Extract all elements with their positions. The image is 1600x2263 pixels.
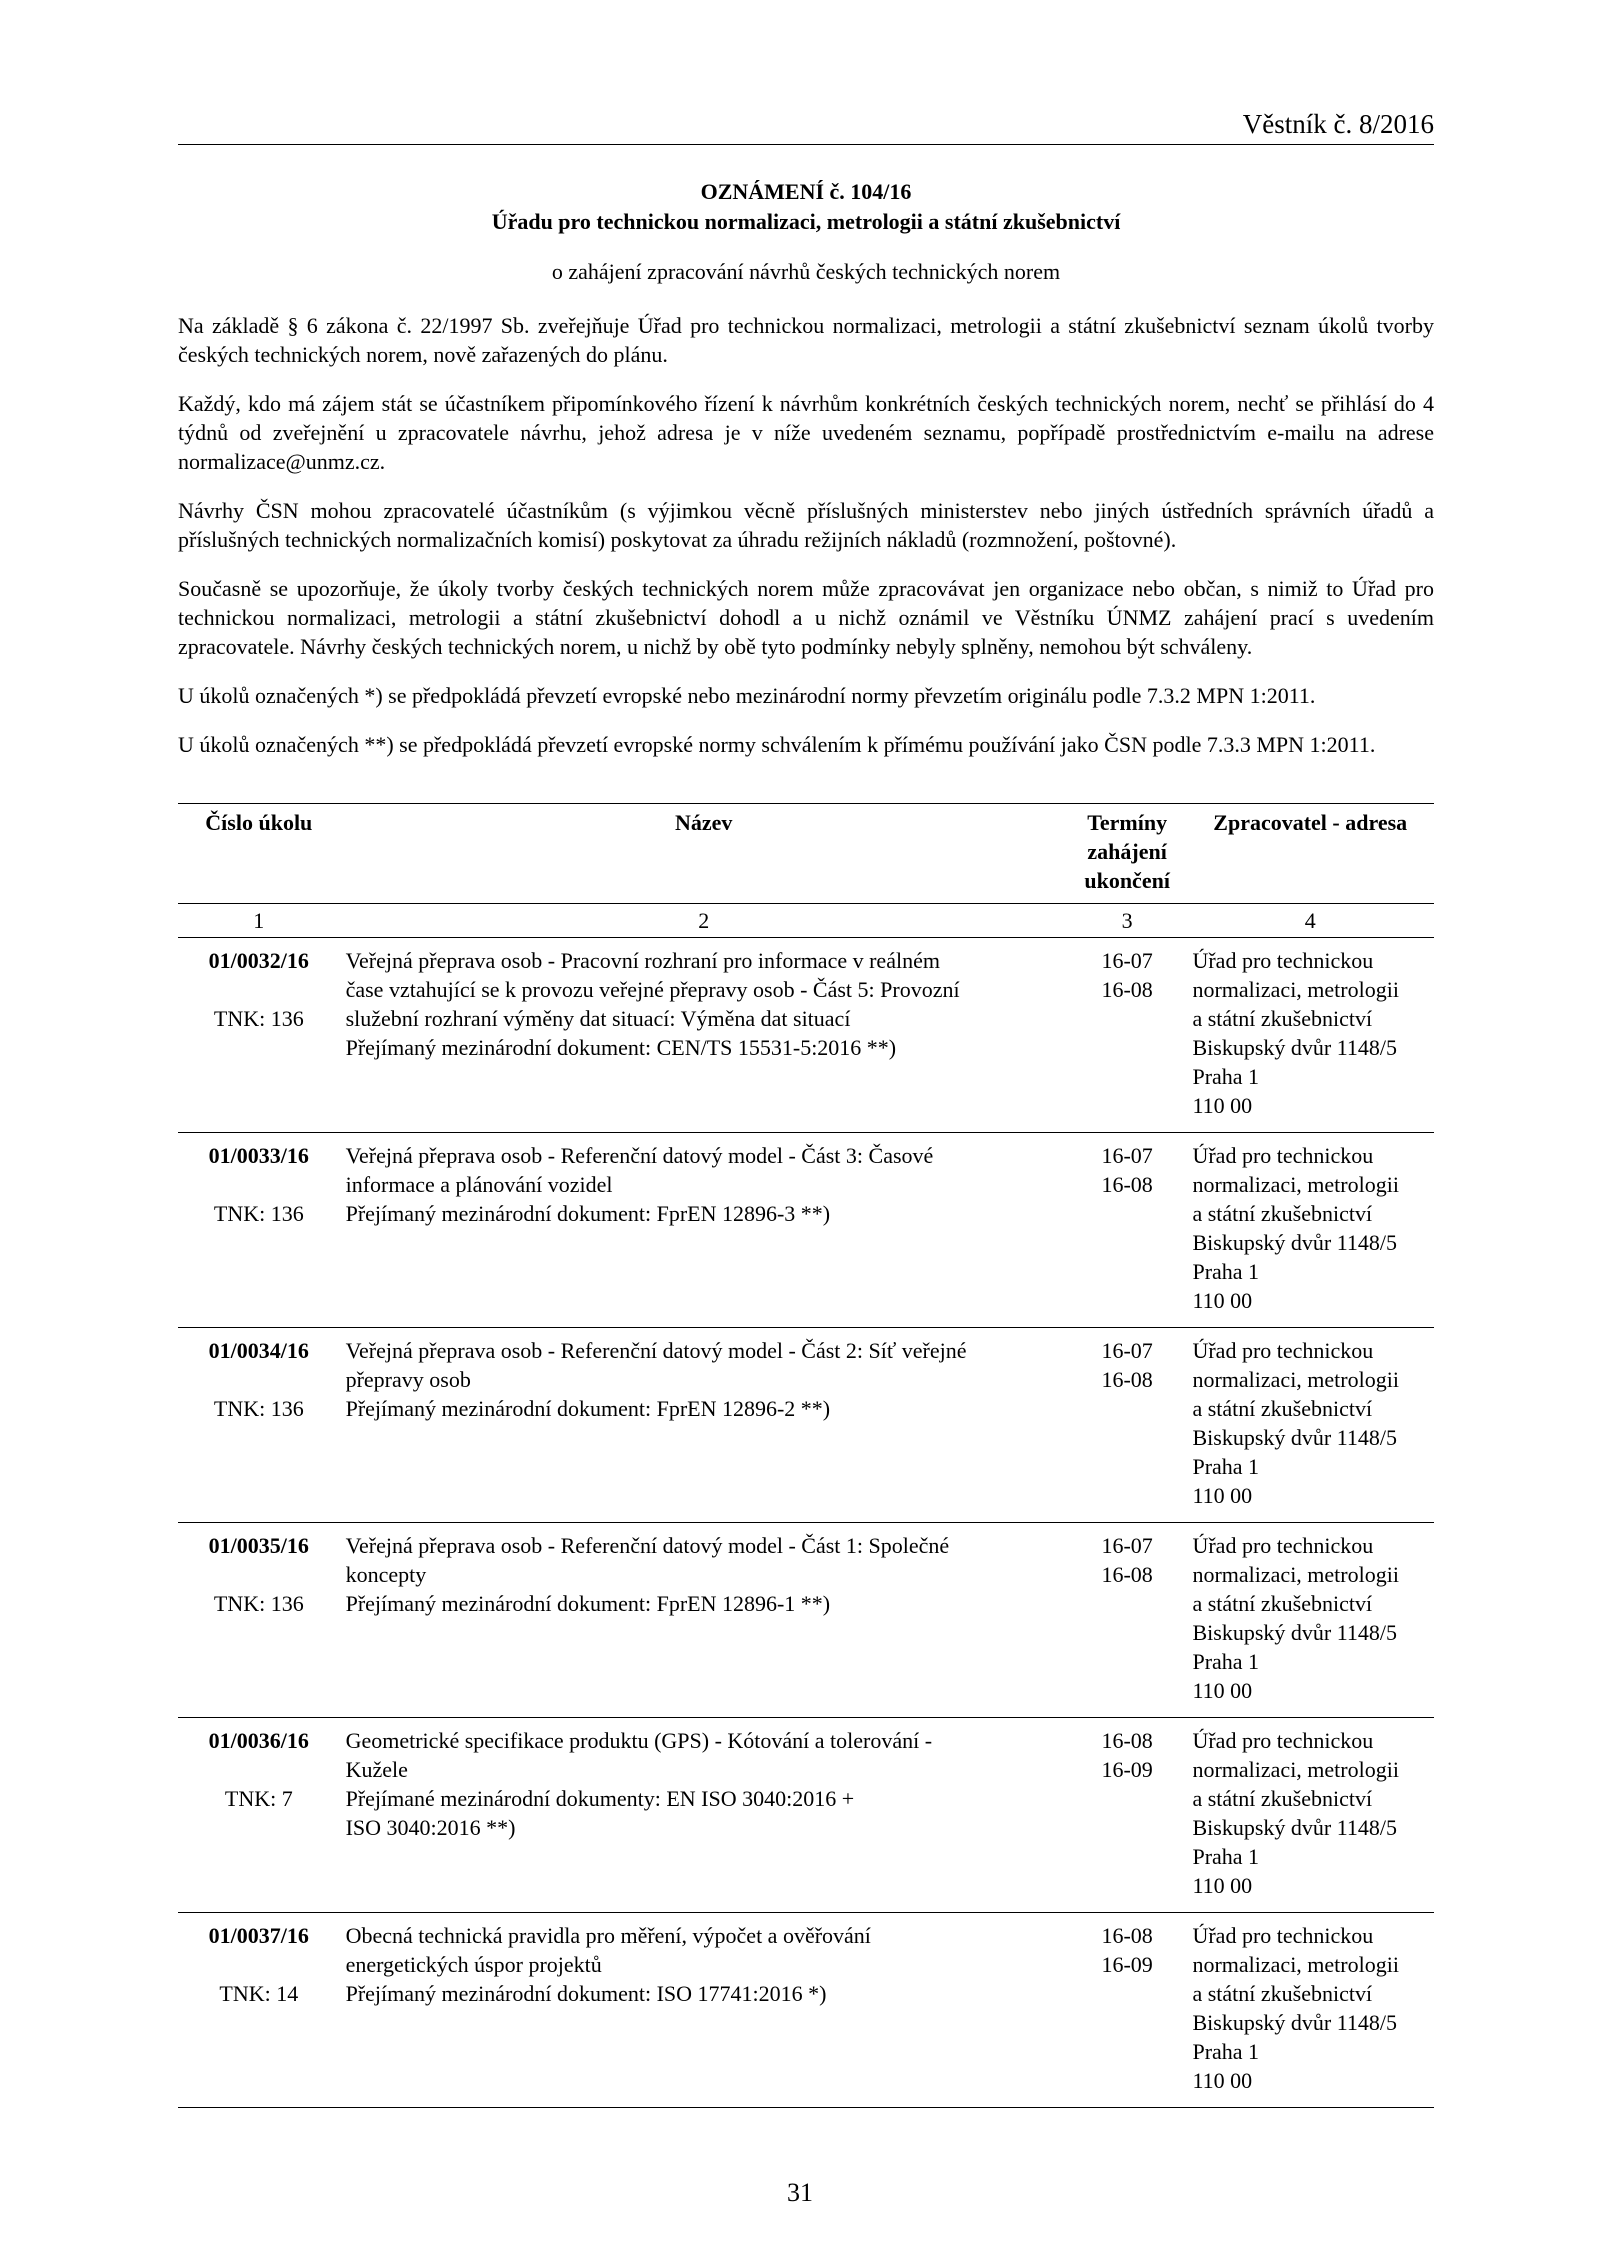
address-line: Biskupský dvůr 1148/5: [1192, 1425, 1397, 1450]
task-name-line: Přejímané mezinárodní dokumenty: EN ISO 3040:2016 +: [345, 1786, 855, 1811]
paragraph-drafts: Návrhy ČSN mohou zpracovatelé účastníkům (s výjimkou věcně příslušných ministerstev nebo jiných ústředních správních úřadů a příslušných technických normalizačních komisí) poskytovat za úhradu režijních nákladů (rozmnožení, poštovné).: [178, 498, 1434, 552]
tasks-table-body: [178, 938, 1434, 2108]
task-number-cell: [178, 1328, 340, 1523]
address-line: 110 00: [1192, 1483, 1253, 1508]
task-address-cell: [1186, 938, 1434, 1133]
term-end: 16-08: [1101, 1367, 1153, 1392]
task-name-line: čase vztahující se k provozu veřejné přepravy osob - Část 5: Provozní: [345, 977, 960, 1002]
address-line: 110 00: [1192, 1873, 1253, 1898]
task-address-cell: [1186, 1718, 1434, 1913]
address-line: a státní zkušebnictví: [1192, 1786, 1373, 1811]
address-line: Biskupský dvůr 1148/5: [1192, 1815, 1397, 1840]
paragraph-double-asterisk: U úkolů označených **) se předpokládá převzetí evropské normy schválením k přímému používání jako ČSN podle 7.3.3 MPN 1:2011.: [178, 732, 1376, 757]
task-tnk: TNK: 136: [213, 1006, 304, 1031]
address-line: a státní zkušebnictví: [1192, 1396, 1373, 1421]
table-row: [178, 1718, 1434, 1913]
task-name-cell: [340, 1133, 1068, 1328]
task-name-line: Obecná technická pravidla pro měření, výpočet a ověřování: [345, 1923, 871, 1948]
paragraph-notice: Současně se upozorňuje, že úkoly tvorby českých technických norem může zpracovávat jen organizace nebo občan, s nimiž to Úřad pro technickou normalizaci, metrologii a státní zkušebnictví dohodl a u nichž oznámil ve Věstníku ÚNMZ zahájení prací s uvedením zpracovatele. Návrhy českých technických norem, u nichž by obě tyto podmínky nebyly splněny, nemohou být schváleny.: [178, 576, 1434, 659]
task-name-line: Veřejná přeprava osob - Referenční datový model - Část 2: Síť veřejné: [345, 1338, 967, 1363]
address-line: Úřad pro technickou: [1192, 1923, 1374, 1948]
announcement-heading: [178, 177, 1434, 287]
term-start: 16-08: [1101, 1728, 1153, 1753]
address-line: Biskupský dvůr 1148/5: [1192, 1035, 1397, 1060]
task-name-cell: [340, 938, 1068, 1133]
task-name-line: koncepty: [345, 1562, 427, 1587]
address-line: Úřad pro technickou: [1192, 1728, 1374, 1753]
task-name-line: Veřejná přeprava osob - Pracovní rozhraní pro informace v reálném: [345, 948, 940, 973]
address-line: Úřad pro technickou: [1192, 1533, 1374, 1558]
task-code: 01/0037/16: [208, 1923, 309, 1948]
address-line: 110 00: [1192, 1093, 1253, 1118]
term-start: 16-07: [1101, 1338, 1153, 1363]
term-start: 16-07: [1101, 1533, 1153, 1558]
announcement-title: OZNÁMENÍ č. 104/16: [700, 179, 912, 204]
address-line: Praha 1: [1192, 1259, 1260, 1284]
task-tnk: TNK: 136: [213, 1201, 304, 1226]
task-code: 01/0034/16: [208, 1338, 309, 1363]
task-terms-cell: [1068, 1133, 1187, 1328]
task-name-line: služební rozhraní výměny dat situací: Výměna dat situací: [345, 1006, 851, 1031]
task-number-cell: [178, 1913, 340, 2108]
tasks-table: [178, 803, 1434, 2108]
column-number: 3: [1068, 904, 1187, 938]
task-code: 01/0032/16: [208, 948, 309, 973]
task-name-line: energetických úspor projektů: [345, 1952, 602, 1977]
task-terms-cell: [1068, 1913, 1187, 2108]
task-name-line: Přejímaný mezinárodní dokument: FprEN 12896-1 **): [345, 1591, 831, 1616]
task-number-cell: [178, 1523, 340, 1718]
address-line: normalizaci, metrologii: [1192, 977, 1399, 1002]
task-name-line: Přejímaný mezinárodní dokument: ISO 17741:2016 *): [345, 1981, 827, 2006]
address-line: normalizaci, metrologii: [1192, 1952, 1399, 1977]
address-line: a státní zkušebnictví: [1192, 1591, 1373, 1616]
task-name-cell: [340, 1328, 1068, 1523]
column-number-row: [178, 904, 1434, 938]
header-task-number: Číslo úkolu: [178, 804, 340, 904]
address-line: normalizaci, metrologii: [1192, 1757, 1399, 1782]
page-number: 31: [787, 2178, 813, 2207]
header-terms-line: zahájení: [1087, 839, 1167, 864]
announcement-description: o zahájení zpracování návrhů českých technických norem: [551, 259, 1061, 284]
address-line: Praha 1: [1192, 1844, 1260, 1869]
header-name: Název: [340, 804, 1068, 904]
task-name-line: Přejímaný mezinárodní dokument: CEN/TS 15531-5:2016 **): [345, 1035, 897, 1060]
task-name-cell: [340, 1523, 1068, 1718]
task-terms-cell: [1068, 1718, 1187, 1913]
address-line: Biskupský dvůr 1148/5: [1192, 2010, 1397, 2035]
task-name-line: informace a plánování vozidel: [345, 1172, 613, 1197]
table-row: [178, 1328, 1434, 1523]
paragraph-single-asterisk: U úkolů označených *) se předpokládá převzetí evropské nebo mezinárodní normy převzetím originálu podle 7.3.2 MPN 1:2011.: [178, 683, 1316, 708]
header-terms-line: ukončení: [1084, 868, 1170, 893]
term-end: 16-09: [1101, 1952, 1153, 1977]
address-line: Úřad pro technickou: [1192, 1143, 1374, 1168]
address-line: 110 00: [1192, 1288, 1253, 1313]
table-header-row: [178, 804, 1434, 904]
announcement-subtitle: Úřadu pro technickou normalizaci, metrologii a státní zkušebnictví: [491, 209, 1121, 234]
address-line: normalizaci, metrologii: [1192, 1367, 1399, 1392]
term-end: 16-08: [1101, 977, 1153, 1002]
task-number-cell: [178, 938, 340, 1133]
running-head: Věstník č. 8/2016: [178, 108, 1434, 145]
address-line: a státní zkušebnictví: [1192, 1981, 1373, 2006]
address-line: 110 00: [1192, 2068, 1253, 2093]
task-name-line: Kužele: [345, 1757, 408, 1782]
header-processor-address: Zpracovatel - adresa: [1186, 804, 1434, 904]
task-name-line: ISO 3040:2016 **): [345, 1815, 516, 1840]
task-name-line: přepravy osob: [345, 1367, 471, 1392]
paragraph-participation: Každý, kdo má zájem stát se účastníkem připomínkového řízení k návrhům konkrétních českých technických norem, nechť se přihlásí do 4 týdnů od zveřejnění u zpracovatele návrhu, jehož adresa je v níže uvedeném seznamu, popřípadě prostřednictvím e-mailu na adrese normalizace@unmz.cz.: [178, 391, 1434, 474]
table-row: [178, 1913, 1434, 2108]
task-name-line: Veřejná přeprava osob - Referenční datový model - Část 1: Společné: [345, 1533, 950, 1558]
task-code: 01/0035/16: [208, 1533, 309, 1558]
address-line: Úřad pro technickou: [1192, 948, 1374, 973]
task-code: 01/0033/16: [208, 1143, 309, 1168]
task-name-line: Přejímaný mezinárodní dokument: FprEN 12896-2 **): [345, 1396, 831, 1421]
table-row: [178, 938, 1434, 1133]
term-end: 16-09: [1101, 1757, 1153, 1782]
task-number-cell: [178, 1133, 340, 1328]
address-line: Biskupský dvůr 1148/5: [1192, 1230, 1397, 1255]
task-address-cell: [1186, 1328, 1434, 1523]
address-line: normalizaci, metrologii: [1192, 1562, 1399, 1587]
term-end: 16-08: [1101, 1172, 1153, 1197]
address-line: Praha 1: [1192, 1064, 1260, 1089]
task-name-line: Geometrické specifikace produktu (GPS) - Kótování a tolerování -: [345, 1728, 933, 1753]
table-row: [178, 1133, 1434, 1328]
task-code: 01/0036/16: [208, 1728, 309, 1753]
task-name-cell: [340, 1913, 1068, 2108]
task-name-cell: [340, 1718, 1068, 1913]
document-page: [178, 108, 1434, 2108]
column-number: 2: [340, 904, 1068, 938]
address-line: a státní zkušebnictví: [1192, 1006, 1373, 1031]
task-terms-cell: [1068, 1328, 1187, 1523]
address-line: a státní zkušebnictví: [1192, 1201, 1373, 1226]
task-address-cell: [1186, 1913, 1434, 2108]
header-terms: [1068, 804, 1187, 904]
table-row: [178, 1523, 1434, 1718]
task-name-line: Přejímaný mezinárodní dokument: FprEN 12896-3 **): [345, 1201, 831, 1226]
term-start: 16-08: [1101, 1923, 1153, 1948]
term-start: 16-07: [1101, 948, 1153, 973]
column-number: 4: [1186, 904, 1434, 938]
task-terms-cell: [1068, 938, 1187, 1133]
address-line: Praha 1: [1192, 2039, 1260, 2064]
address-line: Praha 1: [1192, 1649, 1260, 1674]
task-address-cell: [1186, 1523, 1434, 1718]
header-terms-line: Termíny: [1087, 810, 1168, 835]
task-name-line: Veřejná přeprava osob - Referenční datový model - Část 3: Časové: [345, 1143, 934, 1168]
paragraph-legal-basis: Na základě § 6 zákona č. 22/1997 Sb. zveřejňuje Úřad pro technickou normalizaci, metrologii a státní zkušebnictví seznam úkolů tvorby českých technických norem, nově zařazených do plánu.: [178, 313, 1434, 367]
task-tnk: TNK: 14: [219, 1981, 299, 2006]
task-tnk: TNK: 136: [213, 1591, 304, 1616]
task-number-cell: [178, 1718, 340, 1913]
address-line: normalizaci, metrologii: [1192, 1172, 1399, 1197]
term-start: 16-07: [1101, 1143, 1153, 1168]
address-line: 110 00: [1192, 1678, 1253, 1703]
task-address-cell: [1186, 1133, 1434, 1328]
task-terms-cell: [1068, 1523, 1187, 1718]
address-line: Biskupský dvůr 1148/5: [1192, 1620, 1397, 1645]
task-tnk: TNK: 7: [224, 1786, 293, 1811]
task-tnk: TNK: 136: [213, 1396, 304, 1421]
term-end: 16-08: [1101, 1562, 1153, 1587]
address-line: Praha 1: [1192, 1454, 1260, 1479]
column-number: 1: [178, 904, 340, 938]
address-line: Úřad pro technickou: [1192, 1338, 1374, 1363]
